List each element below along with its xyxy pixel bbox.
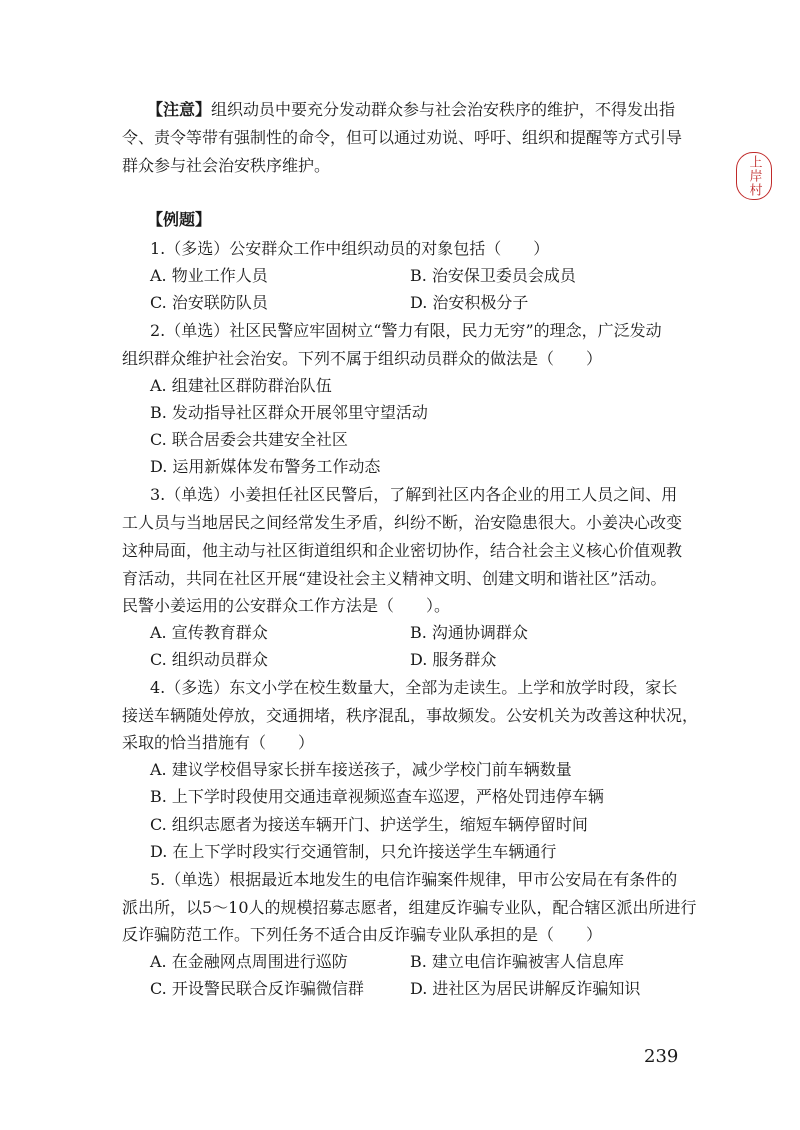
q5-stem-line-3: 反诈骗防范工作。下列任务不适合由反诈骗专业队承担的是（ ） (122, 925, 603, 944)
q5-option-b: B. 建立电信诈骗被害人信息库 (410, 952, 624, 971)
q3-stem-line-1: 3.（单选）小姜担任社区民警后，了解到社区内各企业的用工人员之间、用 (150, 485, 678, 504)
q2-stem-line-2: 组织群众维护社会治安。下列不属于组织动员群众的做法是（ ） (122, 349, 603, 368)
q4-option-b: B. 上下学时段使用交通违章视频巡查车巡逻，严格处罚违停车辆 (150, 787, 604, 806)
q2-option-a: A. 组建社区群防群治队伍 (150, 376, 332, 395)
examples-heading: 【例题】 (147, 210, 212, 229)
q5-stem-line-1: 5.（单选）根据最近本地发生的电信诈骗案件规律，甲市公安局在有条件的 (150, 870, 678, 889)
q2-option-c: C. 联合居委会共建安全社区 (150, 430, 348, 449)
q4-stem-line-2: 接送车辆随处停放，交通拥堵，秩序混乱，事故频发。公安机关为改善这种状况， (122, 706, 699, 725)
page-number: 239 (644, 1046, 679, 1067)
q4-option-a: A. 建议学校倡导家长拼车接送孩子，减少学校门前车辆数量 (150, 760, 572, 779)
q3-stem-line-5: 民警小姜运用的公安群众工作方法是（ ）。 (122, 596, 451, 615)
note-line-2: 令、责令等带有强制性的命令，但可以通过劝说、呼吁、组织和提醒等方式引导 (122, 128, 683, 147)
q3-stem-line-4: 育活动，共同在社区开展“建设社会主义精神文明、创建文明和谐社区”活动。 (122, 569, 667, 588)
q1-option-d: D. 治安积极分子 (410, 293, 529, 312)
q1-stem-line-1: 1.（多选）公安群众工作中组织动员的对象包括（ ） (150, 239, 550, 258)
q4-stem-line-1: 4.（多选）东文小学在校生数量大，全部为走读生。上学和放学时段，家长 (150, 678, 678, 697)
q1-option-a: A. 物业工作人员 (150, 266, 268, 285)
q3-option-d: D. 服务群众 (410, 650, 497, 669)
q5-stem-line-2: 派出所，以5～10人的规模招募志愿者，组建反诈骗专业队，配合辖区派出所进行 (122, 898, 697, 917)
q4-option-d: D. 在上下学时段实行交通管制，只允许接送学生车辆通行 (150, 842, 557, 861)
brand-seal-stamp: 上岸村 (736, 152, 772, 200)
q2-stem-line-1: 2.（单选）社区民警应牢固树立“警力有限，民力无穷”的理念，广泛发动 (150, 321, 662, 340)
q1-option-c: C. 治安联防队员 (150, 293, 268, 312)
q1-option-b: B. 治安保卫委员会成员 (410, 266, 576, 285)
note-line-3: 群众参与社会治安秩序维护。 (122, 156, 331, 175)
q2-option-d: D. 运用新媒体发布警务工作动态 (150, 457, 381, 476)
q3-option-b: B. 沟通协调群众 (410, 623, 528, 642)
q3-stem-line-3: 这种局面，他主动与社区街道组织和企业密切协作，结合社会主义核心价值观教 (122, 541, 683, 560)
note-line-1: 【注意】组织动员中要充分发动群众参与社会治安秩序的维护，不得发出指 (147, 100, 676, 119)
q3-option-c: C. 组织动员群众 (150, 650, 268, 669)
q5-option-c: C. 开设警民联合反诈骗微信群 (150, 979, 364, 998)
q2-option-b: B. 发动指导社区群众开展邻里守望活动 (150, 403, 428, 422)
q3-stem-line-2: 工人员与当地居民之间经常发生矛盾，纠纷不断，治安隐患很大。小姜决心改变 (122, 513, 683, 532)
q5-option-a: A. 在金融网点周围进行巡防 (150, 952, 348, 971)
q4-stem-line-3: 采取的恰当措施有（ ） (122, 733, 315, 752)
q3-option-a: A. 宣传教育群众 (150, 623, 268, 642)
q4-option-c: C. 组织志愿者为接送车辆开门、护送学生，缩短车辆停留时间 (150, 815, 588, 834)
q5-option-d: D. 进社区为居民讲解反诈骗知识 (410, 979, 641, 998)
